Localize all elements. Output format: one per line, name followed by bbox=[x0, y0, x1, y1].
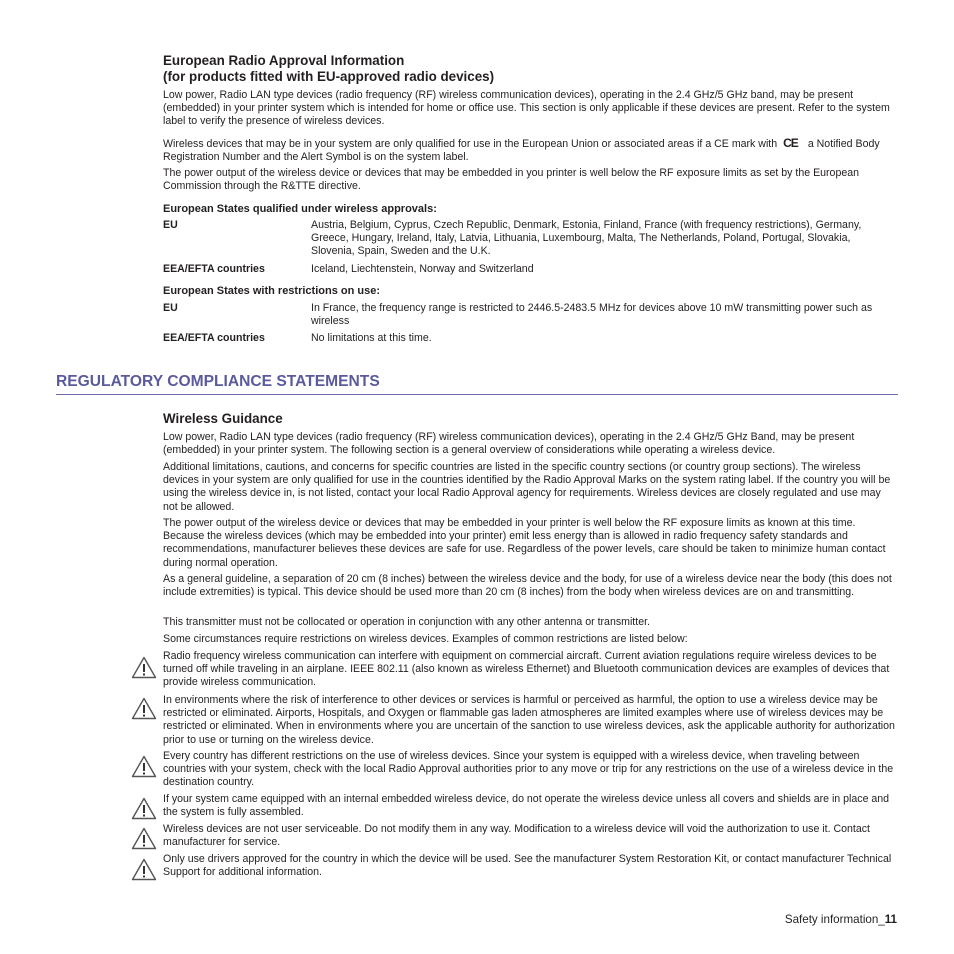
footer-label: Safety information_ bbox=[784, 913, 885, 926]
warning-icon bbox=[131, 656, 157, 679]
guidance-para-2: Additional limitations, cautions, and concerns for specific countries are listed in the specific country sections (or country group sections). The wireless devices in your system are only qualified for use in the countries identified by the Radio Approval Marks on the system rating label. If the country you will be using the wireless device in, is not listed, contact your local Radio Approval agency for requirements. Wireless devices are closely regulated and use may not be allowed. bbox=[163, 461, 891, 513]
page-number: 11 bbox=[884, 913, 897, 926]
european-para-2 bbox=[163, 137, 896, 164]
european-title-line2: (for products fitted with EU-approved radio devices) bbox=[163, 69, 495, 84]
restrictions-key: EEA/EFTA countries bbox=[163, 332, 265, 344]
warning-icon bbox=[131, 697, 157, 720]
restrictions-row-eu bbox=[163, 302, 896, 332]
warning-text: If your system came equipped with an internal embedded wireless device, do not operate the wireless device unless all covers and shields are in place and the system is fully assembled. bbox=[163, 793, 890, 819]
page-footer bbox=[785, 913, 897, 927]
restrictions-row-eea bbox=[163, 332, 896, 345]
approvals-value: Iceland, Liechtenstein, Norway and Switzerland bbox=[311, 263, 534, 275]
restrictions-value: In France, the frequency range is restricted to 2446.5-2483.5 MHz for devices above 10 mW transmitting power such as wireless bbox=[311, 302, 873, 328]
warning-text: In environments where the risk of interference to other devices or services is harmful or perceived as harmful, the option to use a wireless device may be restricted or eliminated. Airports, Hospitals, and Oxygen or flammable gas laden atmospheres are limited examples where use of wireless devices may be restricted or eliminated. When in environments where you are uncertain of the sanction to use wireless devices, ask the applicable authority for authorization prior to use or turning on the wireless device. bbox=[163, 694, 895, 746]
restrictions-key: EU bbox=[163, 302, 178, 314]
european-title-line1: European Radio Approval Information bbox=[163, 53, 405, 68]
para2-after-mark: a Notified Body Registration Number and the Alert Symbol is on the system label. bbox=[163, 138, 880, 164]
para2-before-mark: Wireless devices that may be in your system are only qualified for use in the European Union or associated areas if a CE mark with bbox=[163, 138, 778, 150]
warning-text: Only use drivers approved for the country in which the device will be used. See the manufacturer System Restoration Kit, or contact manufacturer Technical Support for additional information. bbox=[163, 853, 892, 879]
approvals-heading: European States qualified under wireless approvals: bbox=[163, 203, 437, 215]
ce-mark-icon: CE bbox=[783, 136, 798, 150]
approvals-key: EEA/EFTA countries bbox=[163, 263, 265, 275]
guidance-para-5: This transmitter must not be collocated or operation in conjunction with any other antenna or transmitter. bbox=[163, 616, 650, 628]
restrictions-heading: European States with restrictions on use: bbox=[163, 285, 380, 297]
european-para-3: The power output of the wireless device or devices that may be embedded in you printer is well below the RF exposure limits as set by the European Commission through the R&TTE directive. bbox=[163, 167, 860, 193]
wireless-guidance-title: Wireless Guidance bbox=[163, 411, 283, 426]
warning-icon bbox=[131, 827, 157, 850]
warning-text: Radio frequency wireless communication can interfere with equipment on commercial aircraft. Current aviation regulations require wireless devices to be turned off while traveling in an airplane. IEEE 802.11 (also known as wireless Ethernet) and Bluetooth communication devices are examples of devices that provide wireless communication. bbox=[163, 650, 890, 689]
warning-icon bbox=[131, 858, 157, 881]
european-approval-heading bbox=[163, 53, 896, 85]
restrictions-value: No limitations at this time. bbox=[311, 332, 432, 344]
section-title: REGULATORY COMPLIANCE STATEMENTS bbox=[56, 372, 898, 395]
guidance-para-1: Low power, Radio LAN type devices (radio frequency (RF) wireless communication devices), operating in the 2.4 GHz/5 GHz Band, may be present (embedded) in your printer system. The following section is a general overview of considerations while operating a wireless device. bbox=[163, 431, 855, 457]
approvals-table bbox=[163, 219, 896, 276]
restrictions-table bbox=[163, 302, 896, 345]
approvals-row-eu bbox=[163, 219, 896, 263]
warning-icon bbox=[131, 797, 157, 820]
warning-text: Wireless devices are not user serviceable. Do not modify them in any way. Modification to a wireless device will void the authorization to use it. Contact manufacturer for service. bbox=[163, 823, 870, 849]
guidance-para-6: Some circumstances require restrictions on wireless devices. Examples of common restrictions are listed below: bbox=[163, 633, 688, 645]
warning-text: Every country has different restrictions on the use of wireless devices. Since your system is equipped with a wireless device, when traveling between countries with your system, check with the local Radio Approval authorities prior to any move or trip for any restrictions on the use of a wireless device in the destination country. bbox=[163, 750, 894, 789]
approvals-row-eea bbox=[163, 263, 896, 276]
approvals-key: EU bbox=[163, 219, 178, 231]
warning-icon bbox=[131, 755, 157, 778]
european-para-1: Low power, Radio LAN type devices (radio frequency (RF) wireless communication devices), operating in the 2.4 GHz/5 GHz band, may be present (embedded) in your printer system which is intended for home or office use. This section is only applicable if these devices are present. Refer to the system label to verify the presence of wireless devices. bbox=[163, 89, 890, 128]
guidance-para-4: As a general guideline, a separation of 20 cm (8 inches) between the wireless device and the body, for use of a wireless device near the body (this does not include extremities) is typical. This device should be used more than 20 cm (8 inches) from the body when wireless devices are on and transmitting. bbox=[163, 573, 892, 599]
guidance-para-3: The power output of the wireless device or devices that may be embedded in your printer is well below the RF exposure limits as known at this time. Because the wireless devices (which may be embedded into your printer) emit less energy than is allowed in radio frequency safety standards and recommendations, manufacturer believes these devices are safe for use. Regardless of the power levels, care should be taken to minimize human contact during normal operation. bbox=[163, 517, 886, 569]
approvals-value: Austria, Belgium, Cyprus, Czech Republic, Denmark, Estonia, Finland, France (with frequency restrictions), Germany, Greece, Hungary, Ireland, Italy, Latvia, Lithuania, Luxembourg, Malta, The Netherlands, Poland, Portugal, Slovakia, Slovenia, Spain, Sweden and the U.K. bbox=[311, 219, 862, 258]
